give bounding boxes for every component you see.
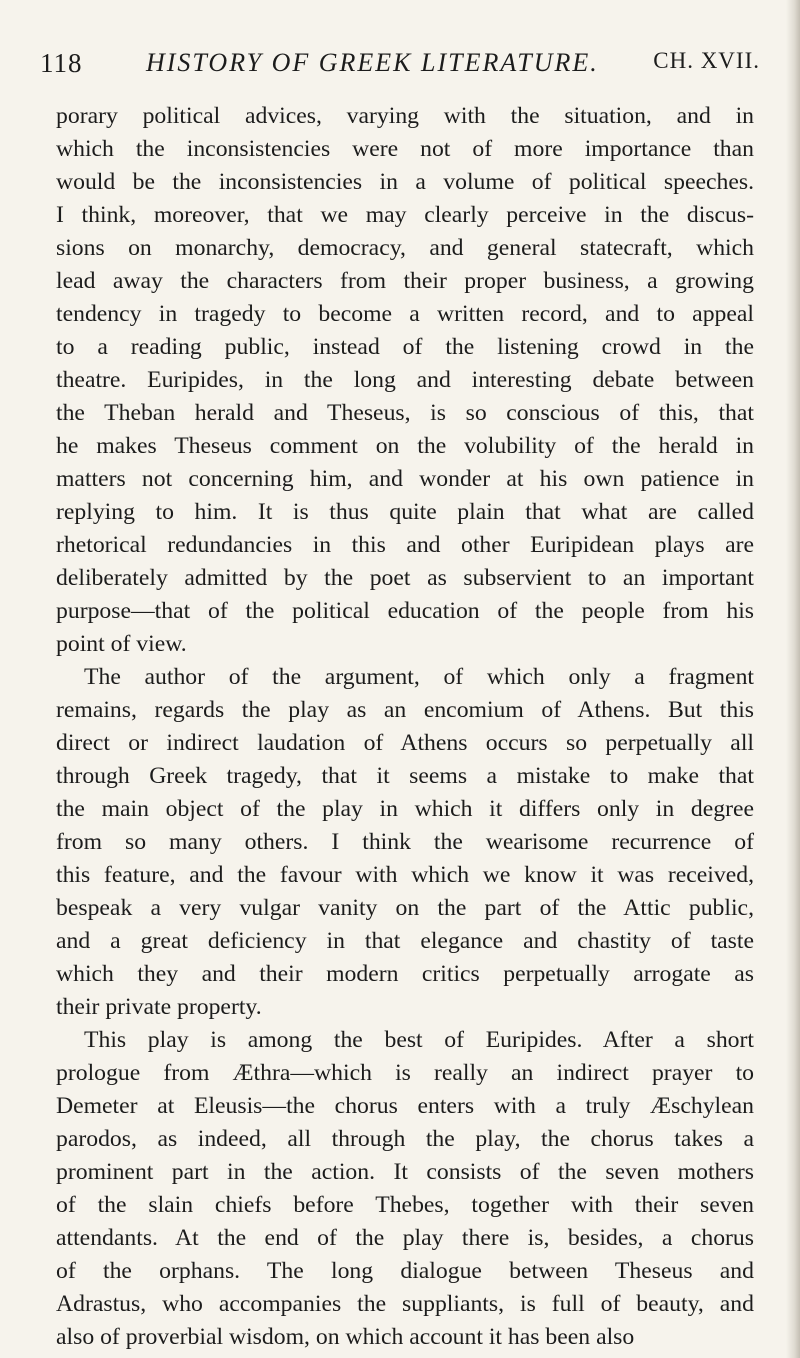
text-line: purpose—that of the political education of the people from his <box>56 598 754 624</box>
text-line: rhetorical redundancies in this and other Euripidean plays are <box>56 532 754 558</box>
text-line: their private property. <box>56 994 262 1020</box>
text-line: from so many others. I think the wearisome recurrence of <box>56 829 754 855</box>
running-title: HISTORY OF GREEK LITERATURE. <box>146 48 599 77</box>
text-line: theatre. Euripides, in the long and interesting debate between <box>56 367 754 393</box>
page-number: 118 <box>40 48 83 78</box>
text-line: which the inconsistencies were not of more importance than <box>56 136 754 162</box>
text-line: matters not concerning him, and wonder at his own patience in <box>56 466 754 492</box>
text-line: tendency in tragedy to become a written record, and to appeal <box>56 301 754 327</box>
text-line: to a reading public, instead of the listening crowd in the <box>56 334 754 360</box>
text-line: remains, regards the play as an encomium of Athens. But this <box>56 697 754 723</box>
text-line: This play is among the best of Euripides. After a short <box>84 1027 754 1053</box>
text-line: direct or indirect laudation of Athens occurs so perpetually all <box>56 730 754 756</box>
text-line: also of proverbial wisdom, on which account it has been also <box>56 1324 635 1350</box>
text-line: he makes Theseus comment on the volubility of the herald in <box>56 433 754 459</box>
text-line: prologue from Æthra—which is really an indirect prayer to <box>56 1060 754 1086</box>
text-line: the main object of the play in which it differs only in degree <box>56 796 754 822</box>
text-line: prominent part in the action. It consists of the seven mothers <box>56 1159 754 1185</box>
text-line: attendants. At the end of the play there is, besides, a chorus <box>56 1225 754 1251</box>
text-line: deliberately admitted by the poet as subservient to an important <box>56 565 754 591</box>
page-header <box>40 48 760 84</box>
text-line: lead away the characters from their proper business, a growing <box>56 268 754 294</box>
text-line: this feature, and the favour with which we know it was received, <box>56 862 754 888</box>
text-line: Demeter at Eleusis—the chorus enters with a truly Æschylean <box>56 1093 754 1119</box>
text-line: point of view. <box>56 631 187 657</box>
chapter-label: CH. XVII. <box>653 48 760 73</box>
text-line: of the slain chiefs before Thebes, together with their seven <box>56 1192 754 1218</box>
text-line: the Theban herald and Theseus, is so conscious of this, that <box>56 400 754 426</box>
page-edge-shadow <box>786 0 800 1358</box>
text-line: Adrastus, who accompanies the suppliants, is full of beauty, and <box>56 1291 754 1317</box>
text-line: bespeak a very vulgar vanity on the part of the Attic public, <box>56 895 754 921</box>
text-line: would be the inconsistencies in a volume of political speeches. <box>56 169 754 195</box>
text-line: I think, moreover, that we may clearly perceive in the discus- <box>56 202 754 228</box>
text-line: sions on monarchy, democracy, and general statecraft, which <box>56 235 754 261</box>
text-line: The author of the argument, of which only a fragment <box>84 664 754 690</box>
text-line: parodos, as indeed, all through the play, the chorus takes a <box>56 1126 754 1152</box>
text-line: which they and their modern critics perpetually arrogate as <box>56 961 754 987</box>
text-line: and a great deficiency in that elegance and chastity of taste <box>56 928 754 954</box>
body-text <box>56 100 754 1354</box>
text-line: through Greek tragedy, that it seems a mistake to make that <box>56 763 754 789</box>
text-line: of the orphans. The long dialogue between Theseus and <box>56 1258 754 1284</box>
text-line: replying to him. It is thus quite plain that what are called <box>56 499 754 525</box>
text-line: porary political advices, varying with the situation, and in <box>56 103 754 129</box>
